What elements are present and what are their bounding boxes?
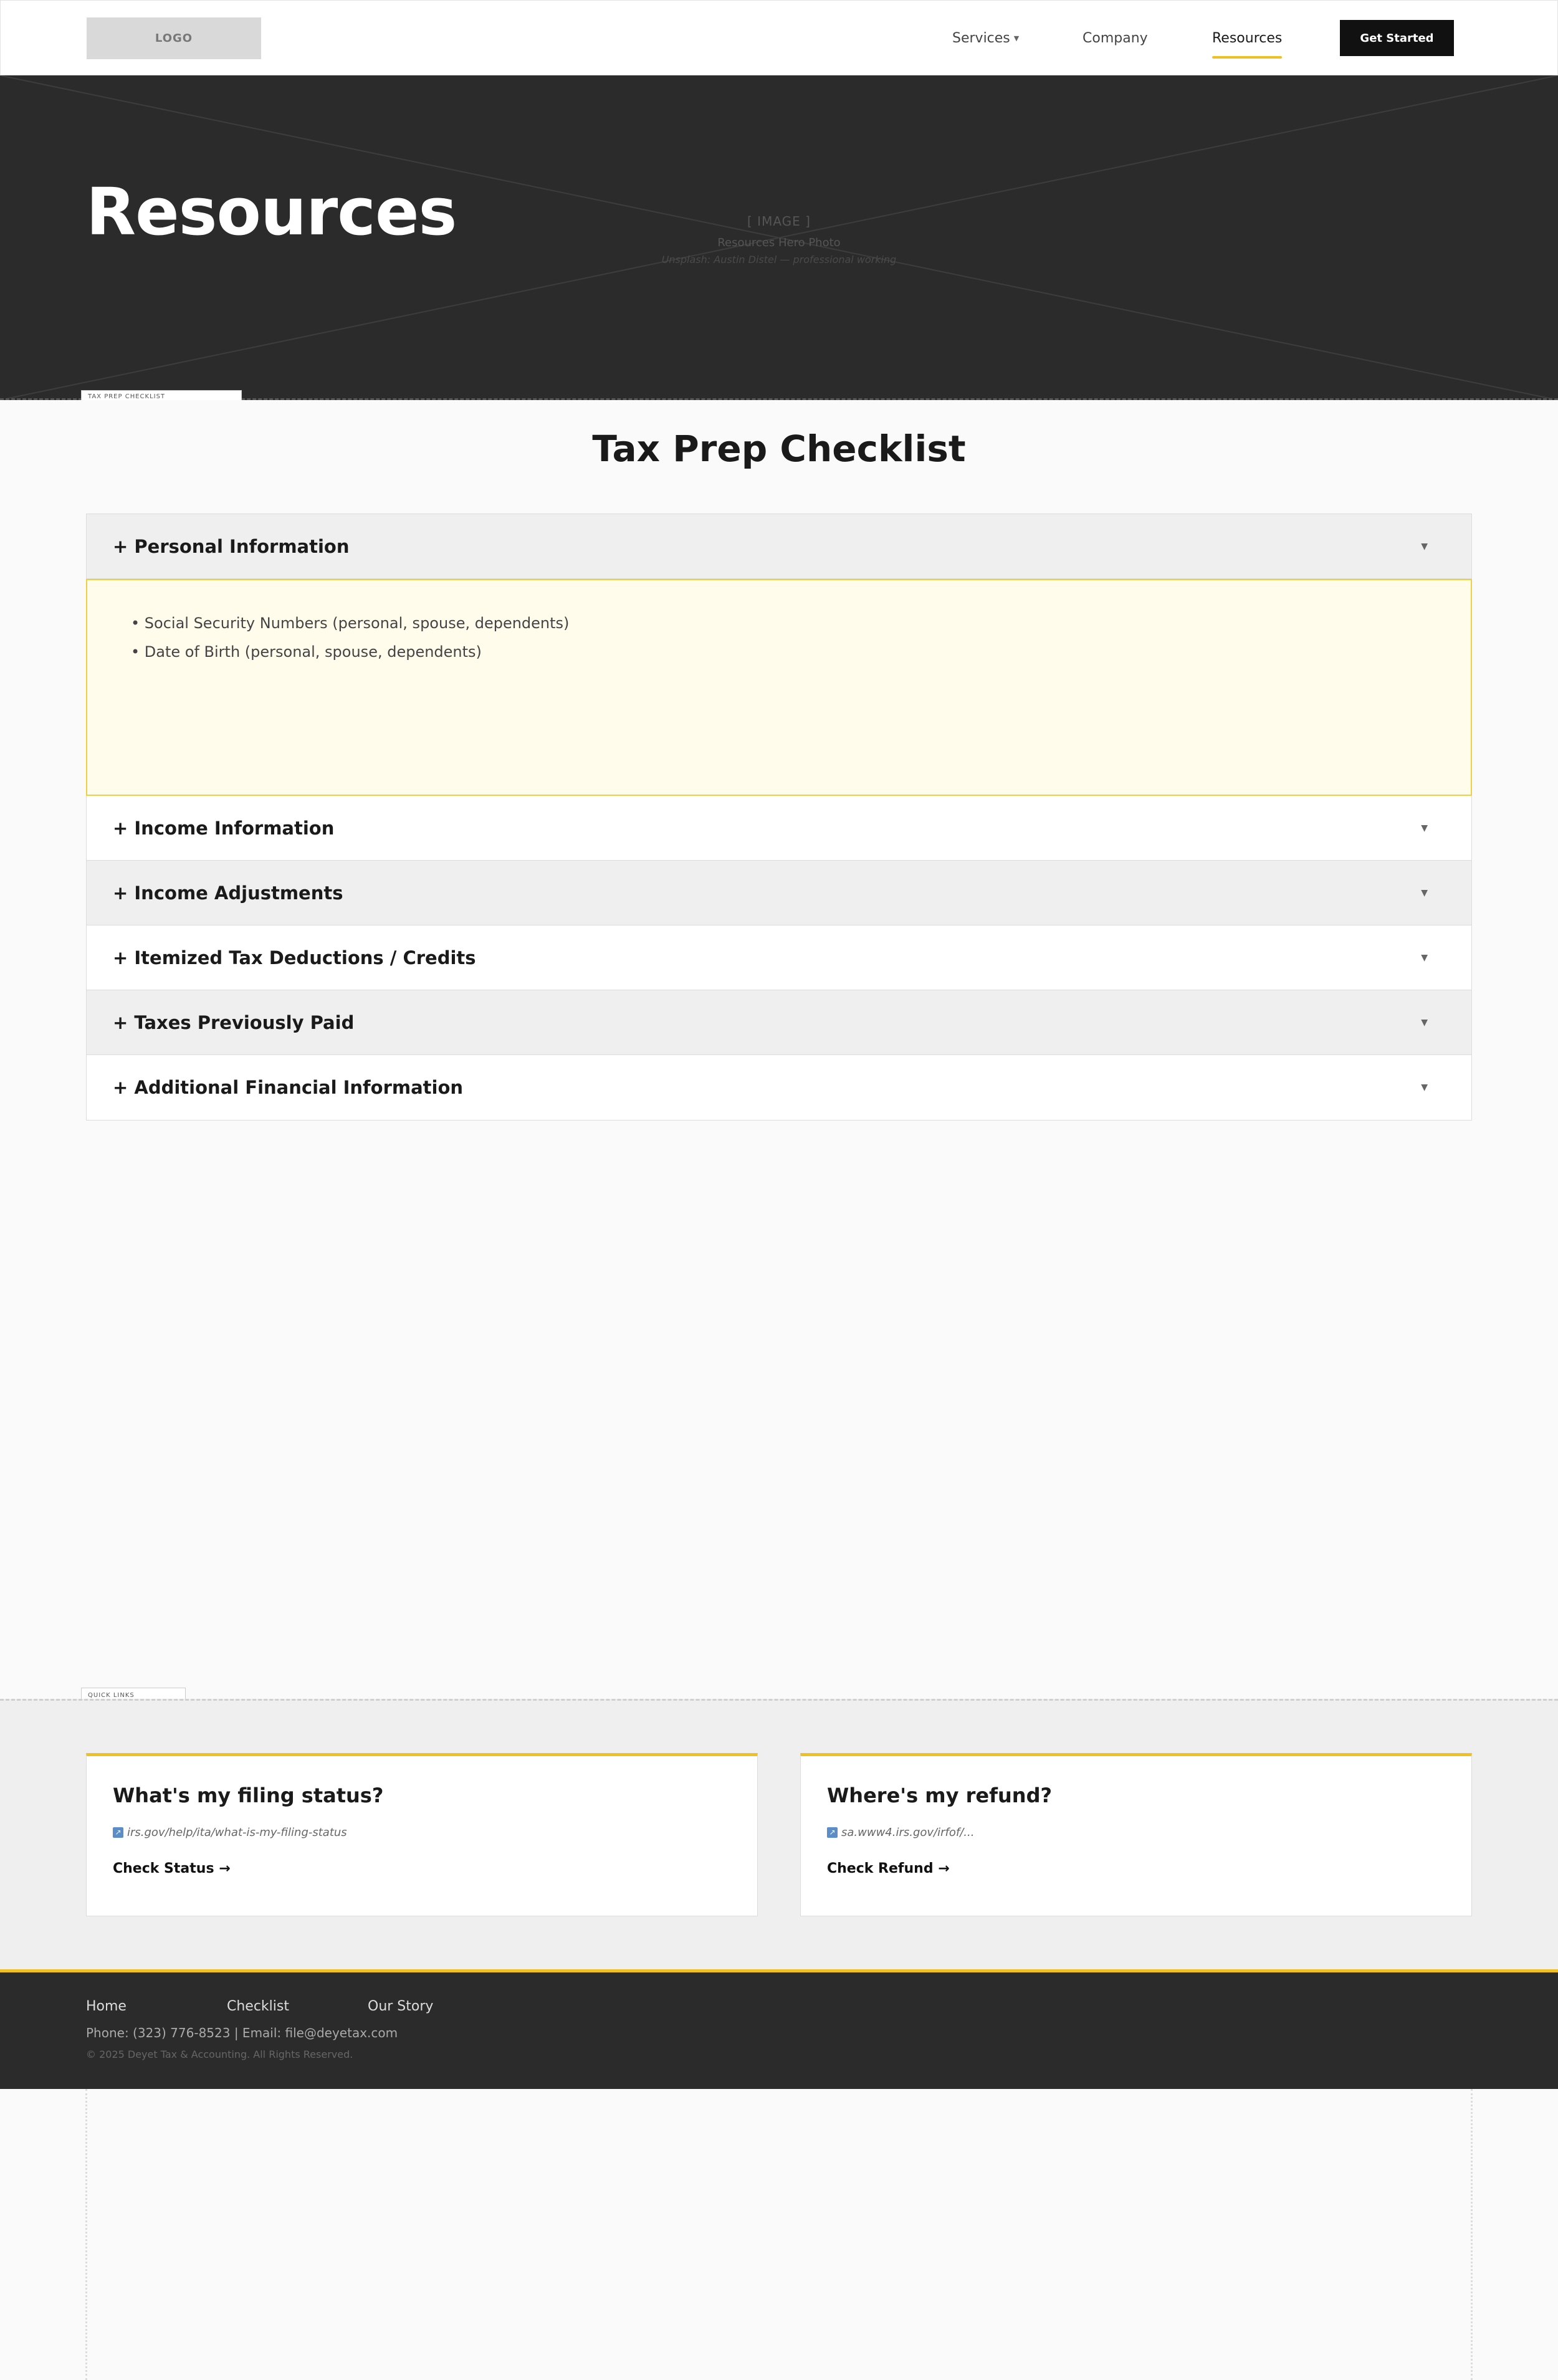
accordion-item-income-information[interactable] [87,796,1471,861]
card-url-text: irs.gov/help/ita/what-is-my-filing-status [127,1826,347,1839]
accordion-item-taxes-previously-paid[interactable] [87,990,1471,1055]
layout-guide-right [1471,2089,1473,2380]
footer-contact: Phone: (323) 776-8523 | Email: file@deyetax.com [86,2025,398,2040]
accordion-label: + Itemized Tax Deductions / Credits [113,947,476,968]
chevron-down-icon: ▼ [1421,542,1428,552]
accordion-panel-personal-information [86,579,1472,796]
nav-services[interactable] [952,1,1019,76]
chevron-down-icon: ▼ [1013,34,1020,42]
chevron-down-icon: ▼ [1421,1082,1428,1092]
footer-link-our-story[interactable]: Our Story [368,1999,434,2014]
card-url[interactable] [827,1826,974,1839]
check-status-link[interactable]: Check Status → [113,1861,231,1876]
refund-card [800,1753,1472,1916]
external-link-icon: ↗ [113,1827,123,1838]
footer-copyright: © 2025 Deyet Tax & Accounting. All Rights Reserved. [86,2048,353,2060]
section-tag-quick-links: QUICK LINKS [81,1688,186,1700]
page-title: Resources [86,174,457,250]
accordion-item-personal-information[interactable] [87,514,1471,579]
external-link-icon: ↗ [827,1827,838,1838]
card-url-text: sa.www4.irs.gov/irfof/... [841,1826,975,1839]
card-title: What's my filing status? [113,1784,384,1807]
accordion-label: + Taxes Previously Paid [113,1012,355,1033]
accordion-item-additional-financial-information[interactable] [87,1055,1471,1120]
chevron-down-icon: ▼ [1421,1018,1428,1028]
footer-link-home[interactable]: Home [86,1999,127,2014]
image-placeholder-name: Resources Hero Photo [717,236,841,249]
chevron-down-icon: ▼ [1421,953,1428,963]
site-footer [0,1969,1558,2089]
checklist-items [131,609,569,666]
nav-resources[interactable]: Resources [1212,1,1282,76]
accordion-label: + Personal Information [113,536,350,557]
get-started-button[interactable]: Get Started [1340,20,1454,56]
nav-company[interactable]: Company [1082,31,1148,46]
accordion-label: + Additional Financial Information [113,1077,464,1098]
chevron-down-icon: ▼ [1421,823,1428,833]
image-placeholder-label: [ IMAGE ] [747,214,811,229]
accordion-label: + Income Information [113,818,335,839]
accordion-label: + Income Adjustments [113,882,343,904]
chevron-down-icon: ▼ [1421,888,1428,898]
nav-services-label: Services [952,31,1010,46]
card-title: Where's my refund? [827,1784,1053,1807]
card-url[interactable] [113,1826,347,1839]
layout-guide-left [85,2089,87,2380]
site-header [0,0,1558,75]
footer-link-checklist[interactable]: Checklist [227,1999,289,2014]
accordion-item-itemized-deductions[interactable] [87,925,1471,990]
filing-status-card [86,1753,758,1916]
list-item: • Date of Birth (personal, spouse, dependents) [131,643,482,661]
list-item: • Social Security Numbers (personal, spouse, dependents) [131,614,570,632]
image-placeholder-credit: Unsplash: Austin Distel — professional working [661,254,897,265]
checklist-title: Tax Prep Checklist [592,428,966,470]
accordion-item-income-adjustments[interactable] [87,861,1471,925]
logo[interactable]: LOGO [87,17,261,59]
quick-links [0,1699,1558,1969]
section-tag-checklist: TAX PREP CHECKLIST [81,390,242,400]
check-refund-link[interactable]: Check Refund → [827,1861,950,1876]
hero [0,75,1558,400]
checklist-accordion [86,514,1472,1121]
